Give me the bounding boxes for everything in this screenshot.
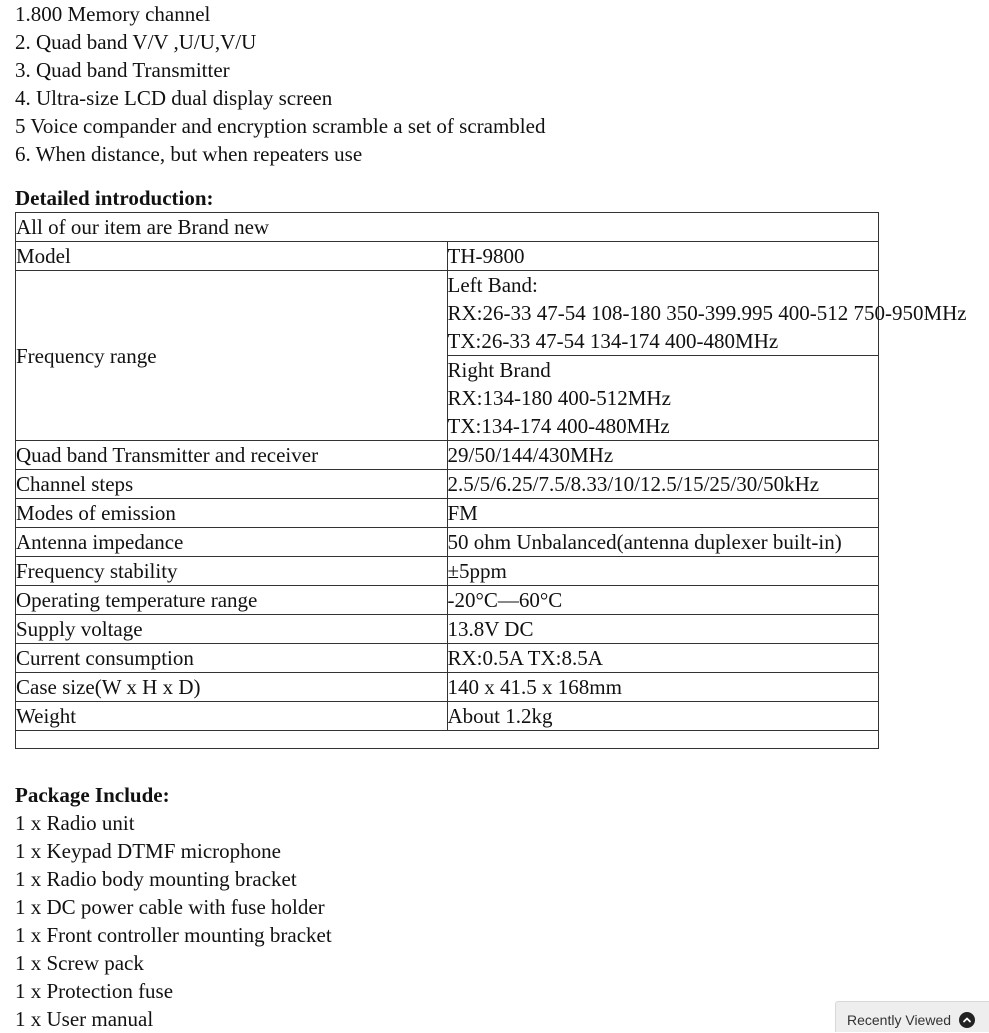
spec-label: Weight bbox=[16, 702, 448, 731]
intro-cell: All of our item are Brand new bbox=[16, 213, 879, 242]
spec-value: 29/50/144/430MHz bbox=[447, 441, 879, 470]
feature-item: 2. Quad band V/V ,U/U,V/U bbox=[15, 30, 257, 54]
table-row bbox=[16, 242, 879, 271]
spec-label: Quad band Transmitter and receiver bbox=[16, 441, 448, 470]
right-band-cell bbox=[447, 356, 879, 441]
left-band-cell bbox=[447, 271, 967, 356]
spec-value: 13.8V DC bbox=[447, 615, 879, 644]
feature-item: 4. Ultra-size LCD dual display screen bbox=[15, 86, 333, 110]
spec-label: Operating temperature range bbox=[16, 586, 448, 615]
spec-value: RX:0.5A TX:8.5A bbox=[447, 644, 879, 673]
spacer bbox=[15, 168, 975, 184]
recently-viewed-button[interactable] bbox=[835, 1001, 989, 1032]
table-row bbox=[16, 557, 879, 586]
recently-viewed-label: Recently Viewed bbox=[847, 1012, 952, 1028]
spacer bbox=[15, 749, 975, 781]
spec-value: About 1.2kg bbox=[447, 702, 879, 731]
chevron-up-circle-icon bbox=[959, 1012, 975, 1028]
spec-label: Current consumption bbox=[16, 644, 448, 673]
feature-item: 6. When distance, but when repeaters use bbox=[15, 142, 363, 166]
spec-value: 50 ohm Unbalanced(antenna duplexer built-in) bbox=[447, 528, 879, 557]
package-item: 1 x Protection fuse bbox=[15, 979, 174, 1003]
table-row bbox=[16, 271, 879, 356]
right-band-rx: RX:134-180 400-512MHz bbox=[447, 386, 671, 410]
package-item: 1 x User manual bbox=[15, 1007, 154, 1031]
package-item: 1 x Screw pack bbox=[15, 951, 144, 975]
right-band-title: Right Brand bbox=[447, 358, 551, 382]
spec-value: FM bbox=[447, 499, 879, 528]
package-list bbox=[15, 809, 975, 1033]
empty-cell bbox=[16, 731, 879, 749]
feature-item: 5 Voice compander and encryption scramble a set of scrambled bbox=[15, 114, 546, 138]
left-band-title: Left Band: bbox=[447, 273, 538, 297]
spec-value: TH-9800 bbox=[447, 242, 879, 271]
table-row bbox=[16, 702, 879, 731]
left-band-tx: TX:26-33 47-54 134-174 400-480MHz bbox=[447, 329, 779, 353]
package-item: 1 x Front controller mounting bracket bbox=[15, 923, 332, 947]
spec-label: Supply voltage bbox=[16, 615, 448, 644]
table-row bbox=[16, 213, 879, 242]
table-row bbox=[16, 673, 879, 702]
table-row-empty bbox=[16, 731, 879, 749]
package-heading: Package Include: bbox=[15, 783, 170, 807]
table-row bbox=[16, 586, 879, 615]
spec-table bbox=[15, 212, 967, 749]
feature-item: 1.800 Memory channel bbox=[15, 2, 211, 26]
table-row bbox=[16, 470, 879, 499]
spec-label: Frequency range bbox=[16, 271, 448, 441]
spec-label: Antenna impedance bbox=[16, 528, 448, 557]
package-item: 1 x Radio body mounting bracket bbox=[15, 867, 297, 891]
table-row bbox=[16, 441, 879, 470]
feature-list bbox=[15, 0, 975, 168]
spec-label: Modes of emission bbox=[16, 499, 448, 528]
spec-value: -20°C—60°C bbox=[447, 586, 879, 615]
detail-heading: Detailed introduction: bbox=[15, 186, 214, 210]
table-row bbox=[16, 499, 879, 528]
package-item: 1 x DC power cable with fuse holder bbox=[15, 895, 325, 919]
right-band-tx: TX:134-174 400-480MHz bbox=[447, 414, 670, 438]
package-item: 1 x Keypad DTMF microphone bbox=[15, 839, 281, 863]
spec-label: Frequency stability bbox=[16, 557, 448, 586]
spec-label: Channel steps bbox=[16, 470, 448, 499]
spec-value: 140 x 41.5 x 168mm bbox=[447, 673, 879, 702]
spec-label: Model bbox=[16, 242, 448, 271]
feature-item: 3. Quad band Transmitter bbox=[15, 58, 230, 82]
table-row bbox=[16, 528, 879, 557]
spec-value: 2.5/5/6.25/7.5/8.33/10/12.5/15/25/30/50kHz bbox=[447, 470, 879, 499]
table-row bbox=[16, 644, 879, 673]
package-item: 1 x Radio unit bbox=[15, 811, 135, 835]
left-band-rx: RX:26-33 47-54 108-180 350-399.995 400-512 750-950MHz bbox=[447, 301, 967, 325]
spec-label: Case size(W x H x D) bbox=[16, 673, 448, 702]
product-description bbox=[15, 0, 975, 1033]
spec-value: ±5ppm bbox=[447, 557, 879, 586]
table-row bbox=[16, 615, 879, 644]
